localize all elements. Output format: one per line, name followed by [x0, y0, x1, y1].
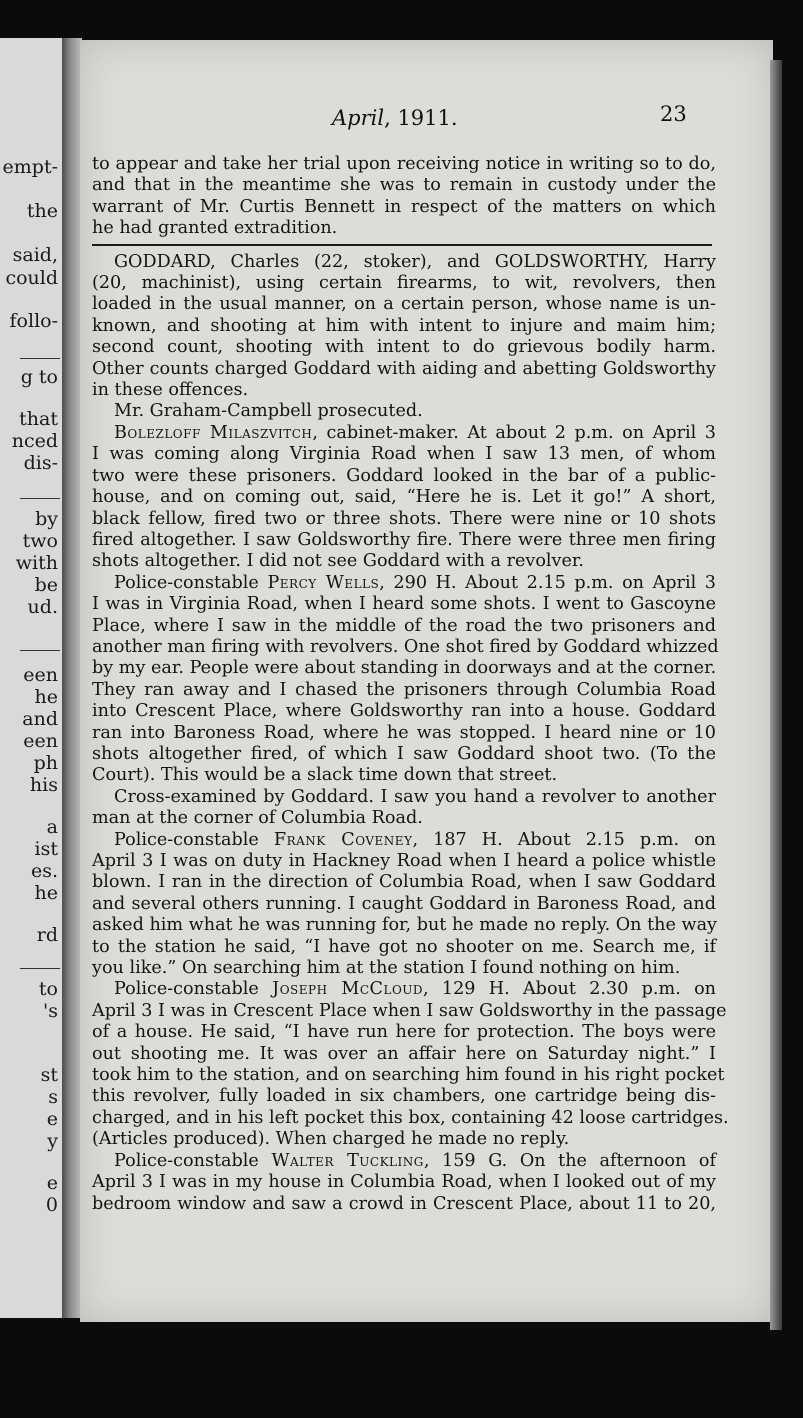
text-line: Cross-examined by Goddard. I saw you hand a revolver to another [114, 786, 716, 807]
text-line: two were these prisoners. Goddard looked in the bar of a public- [92, 465, 716, 486]
text-line: asked him what he was running for, but he made no reply. On the way [92, 915, 717, 936]
text-line: known, and shooting at him with intent to injure and maim him; [92, 315, 716, 336]
text-line: out shooting me. It was over an affair here on Saturday night.” I [92, 1043, 716, 1064]
text-line: to the station he said, “I have got no shooter on me. Search me, if [92, 936, 716, 957]
witness-name: Walter Tuckling [271, 1150, 424, 1171]
running-head [332, 106, 458, 130]
page-number: 23 [660, 102, 687, 126]
facing-fragment: said, [12, 244, 58, 266]
testimony-paragraph [92, 572, 719, 787]
text-fragment: Police-constable [114, 829, 274, 850]
facing-fragment: 's [43, 1000, 58, 1022]
facing-rule [20, 358, 60, 359]
facing-fragment: that [19, 408, 58, 430]
text-fragment: Police-constable [114, 1150, 272, 1171]
text-line [92, 979, 716, 1000]
text-line: I was coming along Virginia Road when I saw 13 men, of whom [92, 444, 716, 465]
text-line [92, 423, 716, 444]
testimony-paragraph [92, 830, 716, 980]
text-line: April 3 I was in my house in Columbia Road, when I looked out of my [92, 1172, 716, 1193]
facing-fragment: he [34, 686, 58, 708]
facing-fragment: could [5, 267, 58, 289]
text-line: into Crescent Place, where Goldsworthy ran into a house. Goddard [92, 701, 716, 722]
prosecution-paragraph [92, 401, 716, 422]
testimony-paragraph [92, 423, 716, 573]
text-line: I was in Virginia Road, when I heard some shots. I went to Gascoyne [92, 594, 716, 615]
text-line: April 3 I was in Crescent Place when I saw Goldsworthy in the passage [92, 1000, 727, 1021]
text-line [92, 573, 716, 594]
facing-fragment: to [38, 978, 58, 1000]
text-line: blown. I ran in the direction of Columbia Road, when I saw Goddard [92, 872, 716, 893]
header-month: April [332, 106, 385, 130]
witness-name: Percy Wells [267, 572, 380, 593]
paragraph-continuation [92, 154, 716, 240]
text-line: Place, where I saw in the middle of the road the two prisoners and [92, 615, 716, 636]
text-line: Court). This would be a slack time down that street. [92, 765, 558, 786]
text-line: and that in the meantime she was to remain in custody under the [92, 175, 716, 196]
case-heading-paragraph [92, 252, 716, 402]
facing-fragment: follo- [9, 310, 58, 332]
text-line: shots altogether. I did not see Goddard with a revolver. [92, 551, 584, 572]
text-fragment: , 290 H. About 2.15 p.m. on April 3 [379, 572, 716, 593]
text-line: shots altogether fired, of which I saw Goddard shoot two. (To the [92, 743, 716, 764]
facing-fragment: ud. [27, 596, 58, 618]
text-line: you like.” On searching him at the station I found nothing on him. [92, 958, 681, 979]
facing-fragment: nced [11, 430, 58, 452]
witness-name: Frank Coveney [273, 829, 413, 850]
witness-name: Bolezloff Milaszvitch [114, 422, 313, 443]
text-fragment: Police-constable [114, 572, 268, 593]
cross-examination-paragraph [92, 787, 716, 830]
text-line: in these offences. [92, 380, 249, 401]
facing-rule [20, 650, 60, 651]
facing-page-edge [0, 38, 62, 1318]
facing-fragment: es. [30, 860, 58, 882]
text-line: ran into Baroness Road, where he was stopped. I heard nine or 10 [92, 722, 716, 743]
text-line: loaded in the usual manner, on a certain person, whose name is un- [92, 294, 716, 315]
facing-fragment: his [29, 774, 58, 796]
text-line: charged, and in his left pocket this box, containing 42 loose cartridges. [92, 1107, 729, 1128]
page-edge-shadow [770, 60, 782, 1330]
text-line: another man firing with revolvers. One shot fired by Goddard whizzed [92, 636, 719, 657]
facing-fragment: st [40, 1064, 58, 1086]
text-fragment: , 187 H. About 2.15 p.m. on [412, 829, 716, 850]
facing-rule [20, 498, 60, 499]
facing-fragment: y [47, 1130, 58, 1152]
text-fragment: , cabinet-maker. At about 2 p.m. on April 3 [312, 422, 716, 443]
facing-fragment: be [34, 574, 58, 596]
text-line: April 3 I was on duty in Hackney Road when I heard a police whistle [92, 851, 716, 871]
facing-fragment: een [23, 664, 58, 686]
text-line: (20, machinist), using certain firearms, to wit, revolvers, then [92, 273, 716, 294]
text-line: (Articles produced). When charged he made no reply. [92, 1129, 570, 1150]
text-line: of a house. He said, “I have run here for protection. The boys were [92, 1022, 716, 1043]
facing-fragment: two [22, 530, 58, 552]
facing-fragment: s [48, 1086, 58, 1108]
facing-fragment: 0 [45, 1194, 58, 1216]
text-fragment: Police-constable [114, 979, 273, 1000]
book-spine [62, 38, 82, 1318]
text-fragment: , 159 G. On the afternoon of [423, 1150, 716, 1171]
text-line: he had granted extradition. [92, 218, 338, 239]
text-line: man at the corner of Columbia Road. [92, 808, 423, 829]
text-line: took him to the station, and on searching him found in his right pocket [92, 1065, 725, 1086]
facing-fragment: with [15, 552, 58, 574]
text-line: by my ear. People were about standing in doorways and at the corner. [92, 658, 717, 679]
facing-fragment: een [23, 730, 58, 752]
testimony-paragraph [92, 979, 729, 1150]
facing-fragment: rd [36, 924, 58, 946]
text-line: and several others running. I caught Goddard in Baroness Road, and [92, 893, 716, 914]
text-line: Mr. Graham-Campbell prosecuted. [114, 401, 423, 422]
facing-rule [20, 968, 60, 969]
facing-fragment: ph [33, 752, 58, 774]
text-line: GODDARD, Charles (22, stoker), and GOLDSWORTHY, Harry [114, 251, 716, 272]
text-line: black fellow, fired two or three shots. There were nine or 10 shots [92, 508, 716, 529]
text-line: fired altogether. I saw Goldsworthy fire. There were three men firing [92, 529, 716, 550]
page-body [92, 154, 729, 1215]
text-fragment: , 129 H. About 2.30 p.m. on [423, 979, 716, 1000]
text-line: this revolver, fully loaded in six chambers, one cartridge being dis- [92, 1086, 716, 1107]
text-line: Other counts charged Goddard with aiding and abetting Goldsworthy [92, 358, 716, 379]
text-line [92, 830, 716, 851]
facing-fragment: and [22, 708, 58, 730]
document-page [80, 40, 773, 1322]
facing-fragment: by [35, 508, 58, 530]
facing-fragment: e [46, 1108, 58, 1130]
text-line: second count, shooting with intent to do grievous bodily harm. [92, 337, 716, 358]
facing-fragment: e [46, 1172, 58, 1194]
header-year: , 1911. [384, 106, 458, 130]
text-line: bedroom window and saw a crowd in Crescent Place, about 11 to 20, [92, 1193, 716, 1214]
text-line: warrant of Mr. Curtis Bennett in respect of the matters on which [92, 196, 716, 217]
facing-fragment: empt- [2, 156, 58, 178]
testimony-paragraph [92, 1151, 716, 1215]
facing-fragment: dis- [23, 452, 58, 474]
facing-fragment: he [34, 882, 58, 904]
facing-fragment: g to [20, 366, 58, 388]
text-line: to appear and take her trial upon receiving notice in writing so to do, [92, 154, 716, 174]
text-line [92, 1151, 716, 1172]
page-header [80, 102, 773, 136]
facing-fragment: ist [34, 838, 58, 860]
text-line: house, and on coming out, said, “Here he is. Let it go!” A short, [92, 487, 716, 508]
facing-fragment: the [26, 200, 58, 222]
witness-name: Joseph McCloud [272, 979, 424, 1000]
facing-fragment: a [46, 816, 58, 838]
text-line: They ran away and I chased the prisoners through Columbia Road [92, 679, 716, 700]
case-separator-rule [92, 244, 712, 246]
